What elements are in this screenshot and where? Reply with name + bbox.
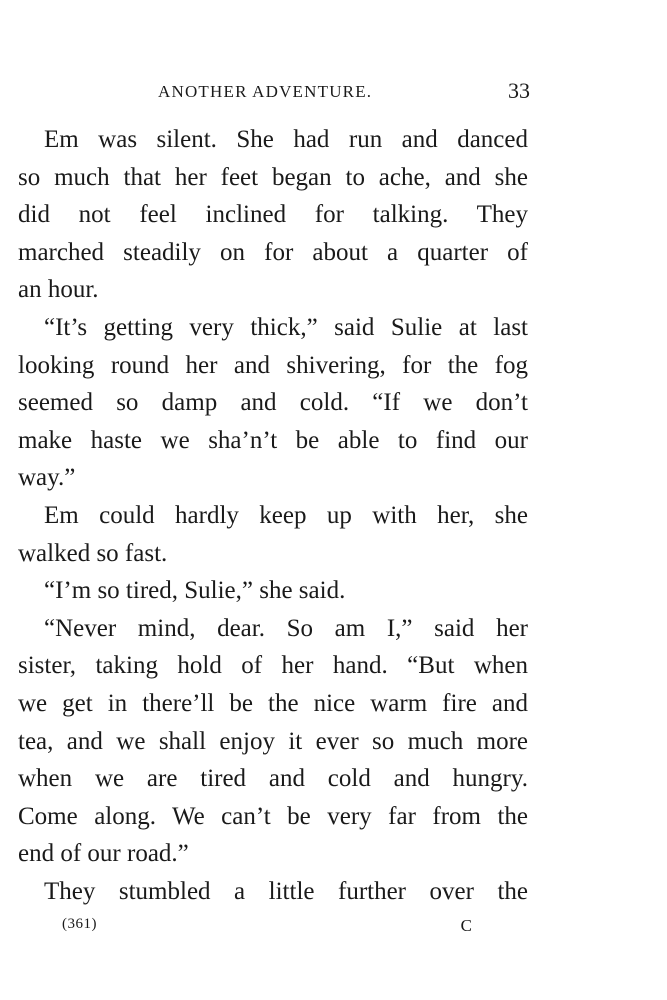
page-footer (62, 916, 472, 940)
text-line: an hour. (18, 276, 99, 304)
gathering-letter: C (460, 916, 472, 935)
text-line: They stumbled a little further over the (44, 877, 528, 905)
text-line: we get in there’ll be the nice warm fire and (18, 689, 528, 717)
text-line: Em was silent. She had run and danced (44, 126, 528, 153)
text-line: “Never mind, dear. So am I,” said her (44, 614, 528, 642)
page-header (158, 80, 530, 110)
text-line: marched steadily on for about a quarter of (18, 238, 528, 266)
paragraph (18, 572, 528, 610)
text-line: did not feel inclined for talking. They (18, 201, 528, 229)
text-line: make haste we sha’n’t be able to find our (18, 426, 528, 454)
text-line: Come along. We can’t be very far from the (18, 802, 528, 830)
text-line: “It’s getting very thick,” said Sulie at last (44, 313, 528, 341)
paragraph (18, 497, 528, 572)
paragraph (18, 610, 528, 873)
body-text (18, 121, 528, 910)
text-line: seemed so damp and cold. “If we don’t (18, 389, 528, 417)
text-line: way.” (18, 464, 76, 492)
paragraph (18, 309, 528, 497)
text-line: walked so fast. (18, 539, 168, 567)
running-title: ANOTHER ADVENTURE. (158, 82, 373, 101)
paragraph (18, 121, 528, 309)
text-line: Em could hardly keep up with her, she (44, 501, 528, 529)
signature-mark: (361) (62, 916, 97, 932)
text-line: “I’m so tired, Sulie,” she said. (44, 577, 346, 605)
text-line: tea, and we shall enjoy it ever so much more (18, 727, 528, 755)
text-line: looking round her and shivering, for the fog (18, 351, 528, 379)
paragraph (18, 873, 528, 911)
text-line: when we are tired and cold and hungry. (18, 765, 528, 793)
text-line: end of our road.” (18, 840, 189, 868)
text-line: so much that her feet began to ache, and she (18, 163, 528, 191)
text-line: sister, taking hold of her hand. “But when (18, 652, 528, 680)
page-number: 33 (508, 78, 530, 103)
